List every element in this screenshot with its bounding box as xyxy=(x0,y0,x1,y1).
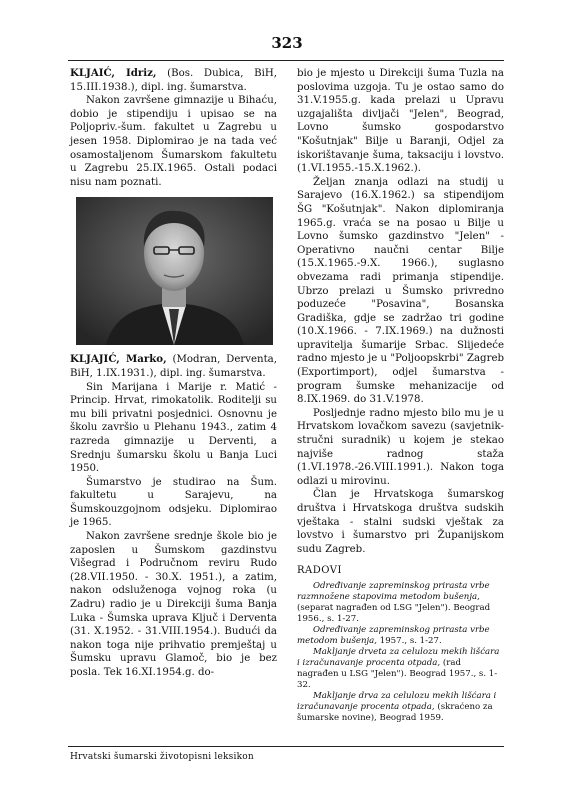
entry-name: KLJAIĆ, Idriz, xyxy=(70,67,157,79)
portrait-image xyxy=(76,197,273,345)
work-note: (rad nagrađen u LSG "Jelen"). Beograd 1957., s. 1-32. xyxy=(297,657,498,690)
work-title: Određivanje zapreminskog prirasta vrbe razmnožene stapovima metodom bušenja, xyxy=(297,580,490,602)
work-item xyxy=(297,691,504,724)
entry-paragraph: Nakon završene gimnazije u Bihaću, dobio je stipendiju i upisao se na Poljopriv.-šum. fakultet u Zagrebu u jesen 1958. Diplomirao je na tada već osamostaljenom Šumarskom fakultetu u Zagrebu 25.IX.1965. Ostali podaci nisu nam poznati. xyxy=(70,95,277,188)
entry-paragraph: Sin Marijana i Marije r. Matić - Princip. Hrvat, rimokatolik. Roditelji su mu bili privatni posjednici. Osnovnu je školu završio u Plehanu 1943., zatim 4 razreda gimnazije u Derventi, a Srednju šumarsku školu u Banja Luci 1950. xyxy=(70,381,277,475)
work-title: Određivanje zapreminskog prirasta vrbe metodom bušenja, xyxy=(297,624,490,646)
portrait-photo xyxy=(76,197,273,345)
footer-title: Hrvatski šumarski životopisni leksikon xyxy=(70,752,254,762)
work-note: 1957., s. 1-27. xyxy=(377,635,442,646)
entry-lead: (Bos. Dubica, BiH, 15.III.1938.), dipl. ing. šumarstva. xyxy=(70,68,277,93)
entry-paragraph: Član je Hrvatskoga šumarskog društva i Hrvatskoga društva sudskih vještaka - stalni sudski vještak za lovstvo i šumarstvo pri Županijskom sudu Zagreb. xyxy=(297,489,504,555)
work-title: Makljanje drveta za celulozu mekih lišćara i izračunavanje procenta otpada, xyxy=(297,646,500,668)
header-rule xyxy=(68,60,504,61)
entry-paragraph: bio je mjesto u Direkciji šuma Tuzla na poslovima uzgoja. Tu je ostao samo do 31.V.1955.g. kada prelazi u Upravu uzgajališta divljači "Jelen", Beograd, Lovno šumsko gospodarstvo "Košutnjak" Bilje u Baranji, Odjel za iskorištavanje šuma, taksaciju i lovstvo. (1.VI.1955.-15.X.1962.). xyxy=(297,68,504,175)
entry-name: KLJAJIĆ, Marko, xyxy=(70,353,167,366)
entry-kljaic-idriz xyxy=(70,67,277,94)
work-note: (skraćeno za šumarske novine), Beograd 1959. xyxy=(297,701,493,723)
entry-paragraph: Željan znanja odlazi na studij u Sarajevo (16.X.1962.) sa stipendijom ŠG "Košutnjak". Nakon diplomiranja 1965.g. vraća se na posao u Bilje u Lovno šumsko gazdinstvo "Jelen" - Operativno naučni centar Bilje (15.X.1965.-9.X. 1966.), suglasno obvezama radi primanja stipendije. Ubrzo prelazi u Šumsko privredno poduzeće "Posavina", Bosanska Gradiška, gdje se zadržao tri godine (10.X.1966. - 7.IX.1969.) na dužnosti upravitelja šumarije Srbac. Slijedeće radno mjesto je u "Poljoopskrbi" Zagreb (Exportimport), odjel šumarstva - program šumske mehanizacije od 8.IX.1969. do 31.V.1978. xyxy=(297,176,504,406)
work-item xyxy=(297,647,504,691)
works-list xyxy=(297,581,504,724)
entry-kljajic-marko xyxy=(70,353,277,380)
footer-rule xyxy=(68,746,504,747)
page-number: 323 xyxy=(271,34,303,52)
entry-paragraph: Posljednje radno mjesto bilo mu je u Hrvatskom lovačkom savezu (savjetnik-stručni suradnik) u kojem je stekao najviše radnog staža (1.VI.1978.-26.VIII.1991.). Nakon toga odlazi u mirovinu. xyxy=(297,407,504,487)
work-item xyxy=(297,581,504,625)
work-note: (separat nagrađen od LSG "Jelen"). Beograd 1956., s. 1-27. xyxy=(297,602,491,624)
works-heading: RADOVI xyxy=(297,565,342,577)
entry-paragraph: Šumarstvo je studirao na Šum. fakultetu u Sarajevu, na Šumskouzgojnom odsjeku. Diplomirao je 1965. xyxy=(70,476,277,529)
work-title: Makljanje drva za celulozu mekih lišćara i izračunavanje procenta otpada, xyxy=(297,690,497,712)
entry-paragraph: Nakon završene srednje škole bio je zaposlen u Šumskom gazdinstvu Višegrad i Područnom reviru Rudo (28.VII.1950. - 30.X. 1951.), a zatim, nakon odsluženoga vojnog roka (u Zadru) radio je u Direkciji šuma Banja Luka - Šumska uprava Ključ i Derventa (31. X.1952. - 31.VIII.1954.). Budući da nakon toga nije prihvatio premještaj u Šumsku upravu Glamoč, bio je bez posla. Tek 16.XI.1954.g. do- xyxy=(70,531,277,678)
entry-lead: (Modran, Derventa, BiH, 1.IX.1931.), dipl. ing. šumarstva. xyxy=(70,354,277,379)
work-item xyxy=(297,625,504,647)
right-column xyxy=(297,67,504,724)
left-column xyxy=(70,67,277,680)
